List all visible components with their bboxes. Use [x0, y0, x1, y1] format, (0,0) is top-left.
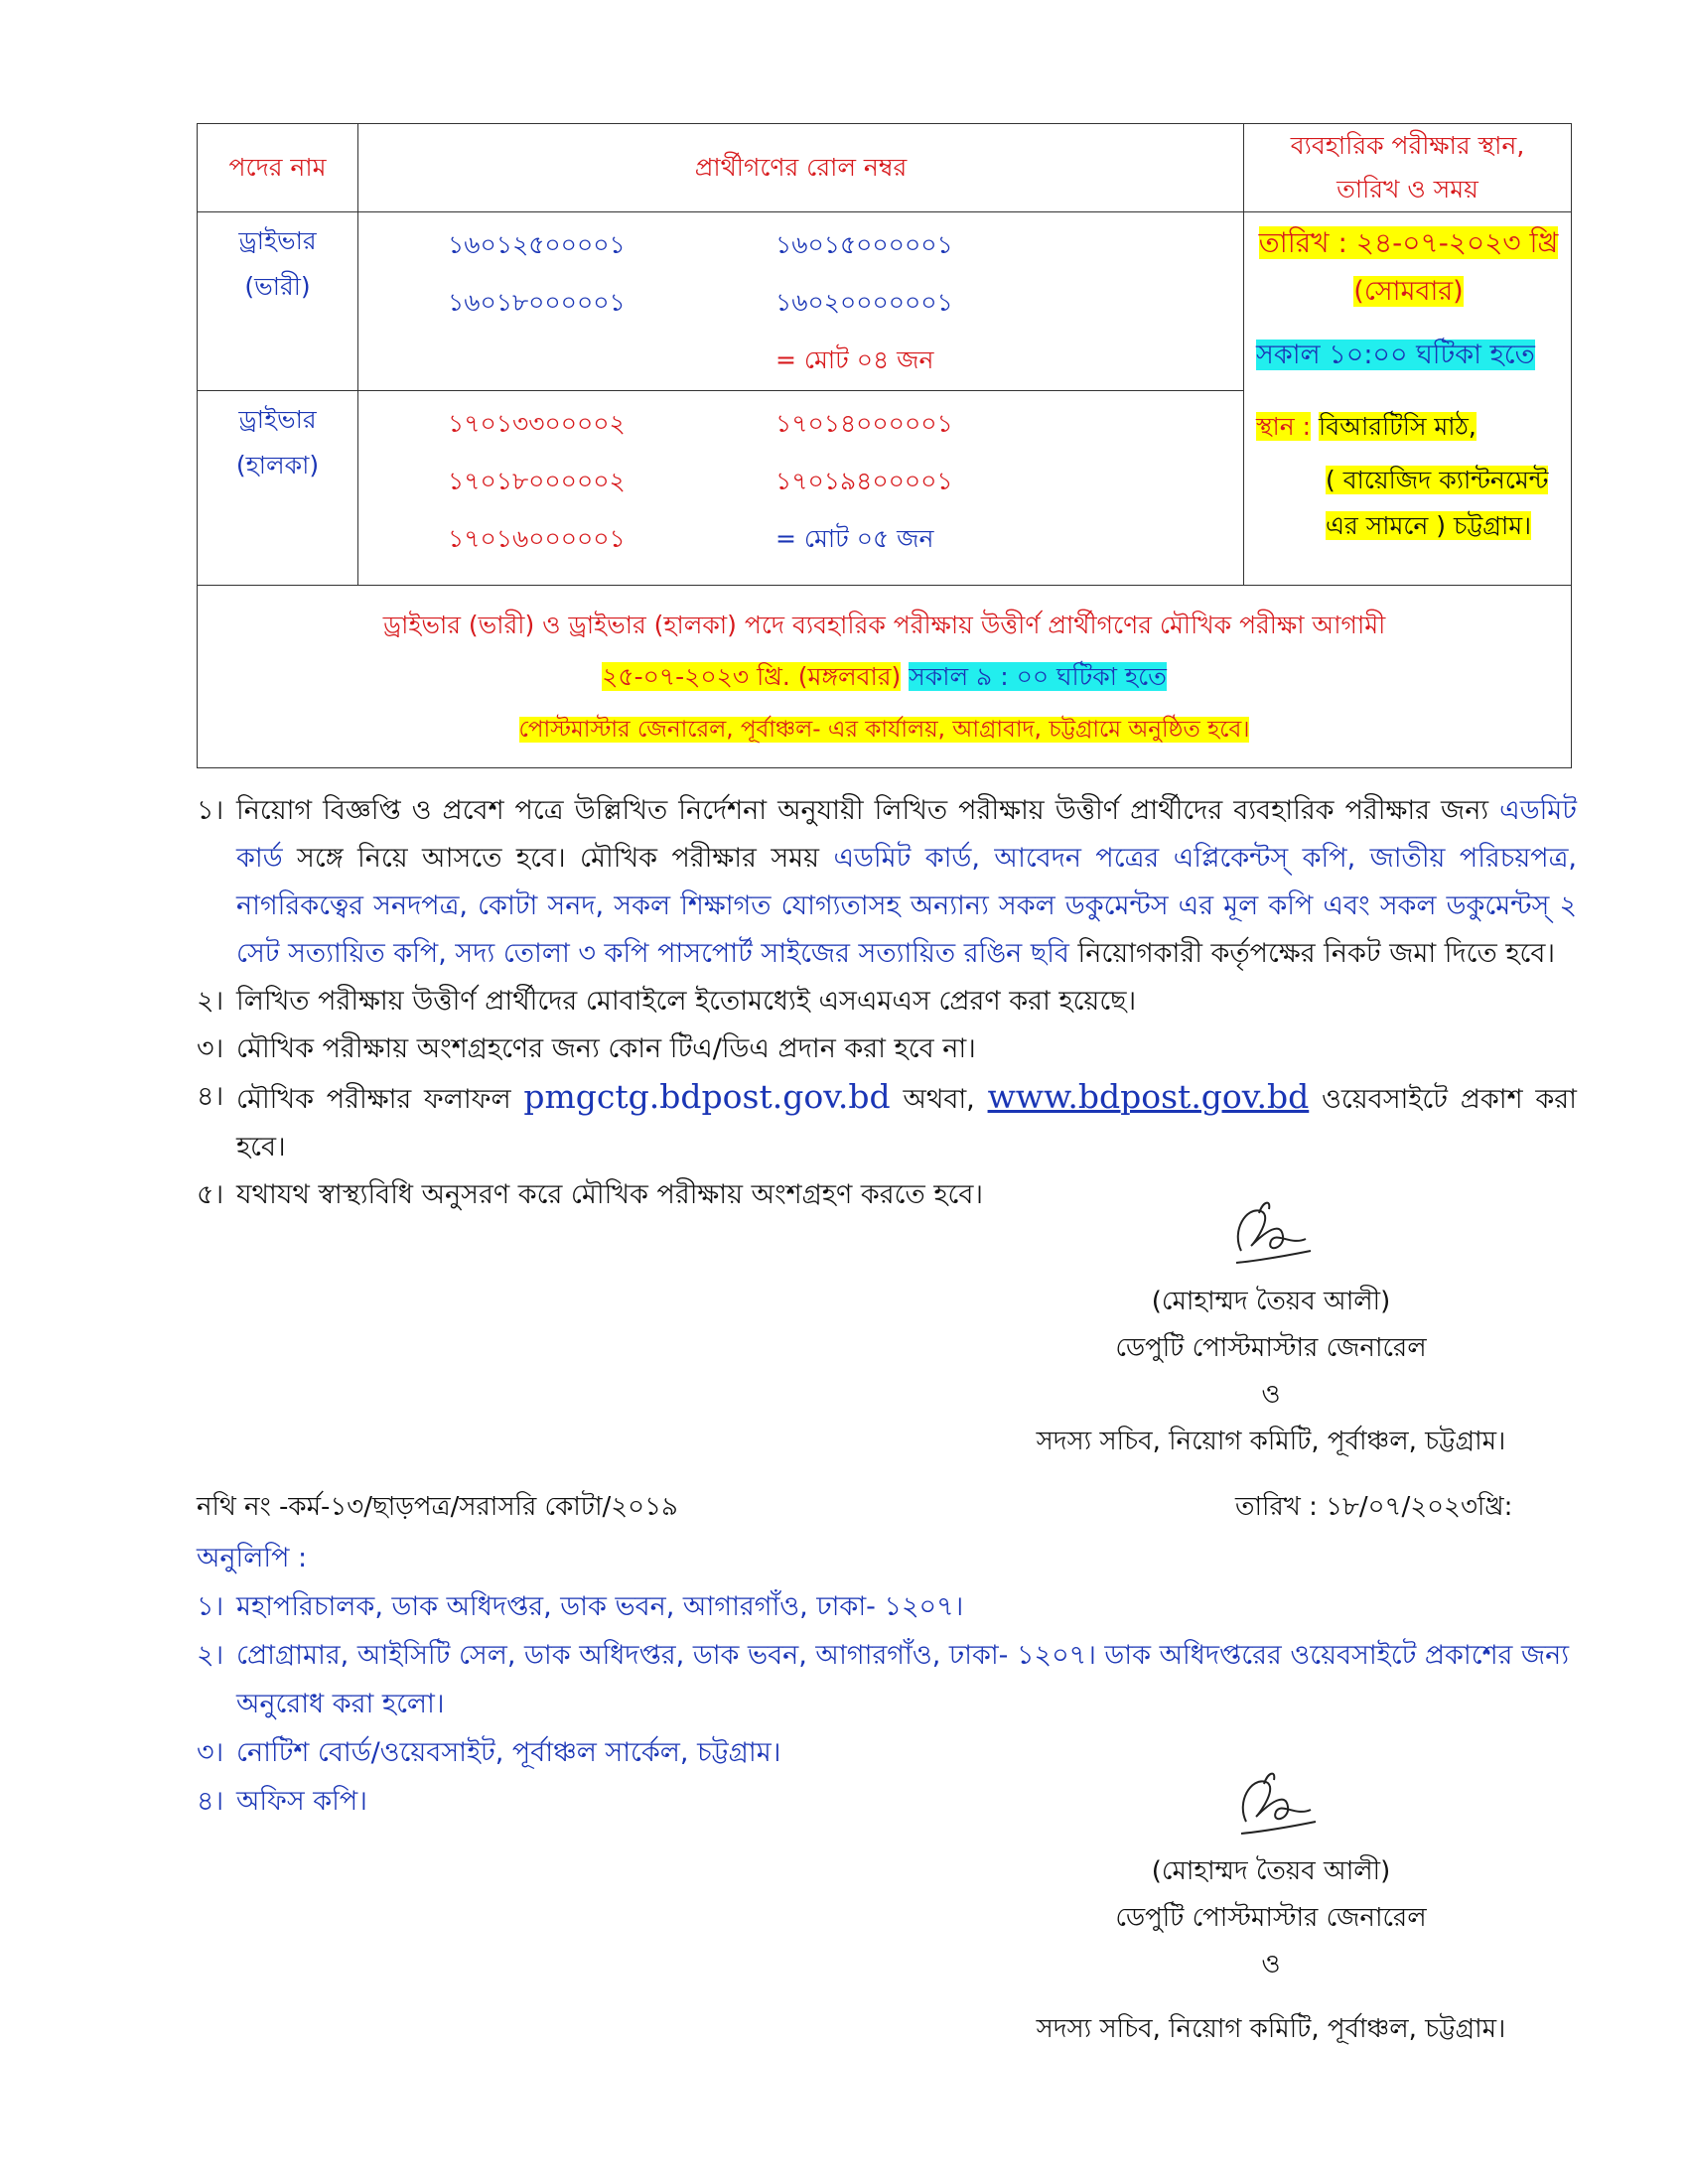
signatory-role: সদস্য সচিব, নিয়োগ কমিটি, পূর্বাঞ্চল, চট্টগ্রাম। [1036, 2014, 1506, 2044]
note-text: নিয়োগকারী কর্তৃপক্ষের নিকট জমা দিতে হবে। [1068, 938, 1556, 969]
roll-number: ১৭০১৩৩০০০০২ [448, 409, 626, 438]
list-item [197, 978, 1577, 1025]
list-item [197, 1025, 1577, 1073]
practical-place-line3: এর সামনে ) চট্টগ্রাম। [1326, 511, 1532, 540]
viva-notice [198, 586, 1572, 768]
practical-place-line2: ( বায়েজিদ ক্যান্টনমেন্ট [1326, 466, 1549, 494]
list-item-number: ৪। [197, 1786, 224, 1817]
roll-number: ১৭০১৯৪০০০০১ [775, 467, 953, 495]
copy-text: মহাপরিচালক, ডাক অধিদপ্তর, ডাক ভবন, আগারগাঁও, ঢাকা- ১২০৭। [236, 1591, 964, 1622]
header-venue-line1: ব্যবহারিক পরীক্ষার স্থান, [1290, 131, 1525, 160]
copy-text: প্রোগ্রামার, আইসিটি সেল, ডাক অধিদপ্তর, ডাক ভবন, আগারগাঁও, ঢাকা- ১২০৭। ডাক অধিদপ্তরের ওয়েবসাইটে প্রকাশের জন্য অনুরোধ করা হলো। [236, 1640, 1570, 1719]
total-light: = মোট ০৫ জন [775, 524, 934, 553]
list-item-number: ৪। [197, 1081, 224, 1112]
list-item [197, 1582, 1577, 1631]
note-text-highlight: এডমিট কার্ড [236, 795, 1577, 874]
practical-time: সকাল ১০:০০ ঘটিকা হতে [1256, 340, 1535, 370]
post-heavy [198, 212, 358, 391]
list-item-number: ২। [197, 986, 224, 1017]
viva-place: পোস্টমাস্টার জেনারেল, পূর্বাঞ্চল- এর কার্যালয়, আগ্রাবাদ, চট্টগ্রামে অনুষ্ঠিত হবে। [518, 717, 1250, 743]
signatory-and: ও [1261, 1380, 1281, 1410]
post-heavy-line1: ড্রাইভার [238, 226, 317, 255]
signatory-title: ডেপুটি পোস্টমাস্টার জেনারেল [1115, 1333, 1427, 1363]
roll-number: ১৬০১৮০০০০০১ [448, 288, 626, 317]
result-link-pmgctg[interactable]: pmgctg.bdpost.gov.bd [523, 1077, 891, 1116]
practical-place-label: স্থান : [1256, 412, 1312, 441]
practical-place-line1: বিআরটিসি মাঠ, [1319, 412, 1477, 441]
post-light [198, 391, 358, 586]
table-header-row [198, 124, 1572, 212]
signature-block-1 [993, 1279, 1549, 1465]
file-number: নথি নং -কর্ম-১৩/ছাড়পত্র/সরাসরি কোটা/২০১৯ [197, 1492, 678, 1522]
list-item-number: ২। [197, 1640, 224, 1671]
header-venue [1244, 124, 1572, 212]
rolls-light [358, 391, 1244, 586]
candidate-table [197, 123, 1572, 768]
copies-title: অনুলিপি : [197, 1543, 308, 1573]
roll-number: ১৭০১৮০০০০০২ [448, 467, 626, 495]
header-venue-line2: তারিখ ও সময় [1336, 175, 1478, 204]
total-heavy: = মোট ০৪ জন [775, 345, 934, 374]
signatory-name: (মোহাম্মদ তৈয়ব আলী) [1151, 1856, 1391, 1886]
copies-list [197, 1534, 1577, 1826]
note-text: মৌখিক পরীক্ষায় অংশগ্রহণের জন্য কোন টিএ/ডিএ প্রদান করা হবে না। [236, 1033, 976, 1064]
post-heavy-line2: (ভারী) [244, 272, 311, 301]
roll-number: ১৭০১৬০০০০০১ [448, 524, 626, 553]
note-text: নিয়োগ বিজ্ঞপ্তি ও প্রবেশ পত্রে উল্লিখিত নির্দেশনা অনুযায়ী লিখিত পরীক্ষায় উত্তীর্ণ প্রার্থীদের ব্যবহারিক পরীক্ষার জন্য [236, 795, 1500, 826]
note-text: সঙ্গে নিয়ে আসতে হবে। মৌখিক পরীক্ষার সময় [282, 843, 834, 874]
signatory-and: ও [1261, 1950, 1281, 1979]
list-item-number: ৩। [197, 1737, 224, 1768]
post-light-line1: ড্রাইভার [238, 405, 317, 434]
instructions-list [197, 787, 1577, 1219]
table-row-heavy [198, 212, 1572, 391]
note-text: ওয়েবসাইটে প্রকাশ করা হবে। [236, 1084, 1577, 1162]
copy-text: অফিস কপি। [236, 1786, 367, 1817]
table-row-viva [198, 586, 1572, 768]
list-item [197, 1073, 1577, 1171]
signatory-title: ডেপুটি পোস্টমাস্টার জেনারেল [1115, 1903, 1427, 1933]
list-item [197, 1171, 1577, 1219]
list-item-number: ৩। [197, 1033, 224, 1064]
viva-date: ২৫-০৭-২০২৩ খ্রি. (মঙ্গলবার) [602, 662, 902, 691]
roll-number: ১৭০১৪০০০০০১ [775, 409, 953, 438]
list-item-number: ১। [197, 1591, 224, 1622]
signatory-role: সদস্য সচিব, নিয়োগ কমিটি, পূর্বাঞ্চল, চট্টগ্রাম। [1036, 1427, 1506, 1456]
note-text-highlight: এডমিট কার্ড, আবেদন পত্রের এপ্লিকেন্টস্ কপি, জাতীয় পরিচয়পত্র, নাগরিকত্বের সনদপত্র, কোটা সনদ, সকল শিক্ষাগত যোগ্যতাসহ অন্যান্য সকল ডকুমেন্টস এর মূল কপি এবং সকল ডকুমেন্টস্ ২ সেট সত্যায়িত কপি, সদ্য তোলা ৩ কপি পাসপোর্ট সাইজের সত্যায়িত রঙিন ছবি [236, 843, 1577, 969]
post-light-line2: (হালকা) [235, 451, 320, 479]
roll-number: ১৬০২০০০০০০১ [775, 288, 953, 317]
roll-number: ১৬০১২৫০০০০১ [448, 230, 626, 259]
list-item [197, 1631, 1577, 1728]
signature-image [1216, 1762, 1336, 1851]
result-link-bdpost[interactable]: www.bdpost.gov.bd [987, 1077, 1310, 1116]
header-post: পদের নাম [198, 124, 358, 212]
issue-date: তারিখ : ১৮/০৭/২০২৩খ্রি: [1235, 1492, 1513, 1522]
signature-image [1211, 1191, 1331, 1281]
rolls-heavy [358, 212, 1244, 391]
practical-day: (সোমবার) [1353, 276, 1464, 307]
practical-date: তারিখ : ২৪-০৭-২০২৩ খ্রি [1258, 226, 1559, 259]
list-item [197, 787, 1577, 978]
note-text: যথাযথ স্বাস্থ্যবিধি অনুসরণ করে মৌখিক পরীক্ষায় অংশগ্রহণ করতে হবে। [236, 1179, 984, 1210]
viva-line1: ড্রাইভার (ভারী) ও ড্রাইভার (হালকা) পদে ব্যবহারিক পরীক্ষায় উত্তীর্ণ প্রার্থীগণের মৌখিক পরীক্ষা আগামী [382, 611, 1386, 639]
list-item-number: ৫। [197, 1179, 224, 1210]
signature-block-2 [993, 1848, 1549, 2053]
venue-info [1244, 212, 1572, 586]
note-text: মৌখিক পরীক্ষার ফলাফল [236, 1084, 524, 1115]
header-rolls: প্রার্থীগণের রোল নম্বর [358, 124, 1244, 212]
note-text: অথবা, [890, 1084, 988, 1115]
list-item [197, 1728, 1577, 1777]
signatory-name: (মোহাম্মদ তৈয়ব আলী) [1151, 1287, 1391, 1316]
viva-time: সকাল ৯ : ০০ ঘটিকা হতে [909, 662, 1167, 691]
list-item [197, 1777, 1577, 1826]
list-item-number: ১। [197, 795, 224, 826]
note-text: লিখিত পরীক্ষায় উত্তীর্ণ প্রার্থীদের মোবাইলে ইতোমধ্যেই এসএমএস প্রেরণ করা হয়েছে। [236, 986, 1137, 1017]
copy-text: নোটিশ বোর্ড/ওয়েবসাইট, পূর্বাঞ্চল সার্কেল, চট্টগ্রাম। [236, 1737, 781, 1768]
roll-number: ১৬০১৫০০০০০১ [775, 230, 953, 259]
